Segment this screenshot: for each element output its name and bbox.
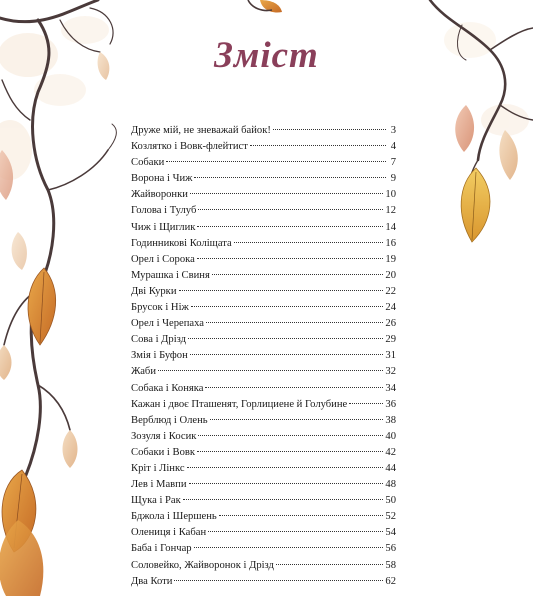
toc-entry[interactable] (131, 541, 396, 557)
toc-entry-page: 32 (385, 366, 396, 378)
toc-entry-title: Бджола і Шершень (131, 511, 217, 523)
toc-entry-page: 9 (390, 173, 396, 185)
toc-entry-title: Зозуля і Косик (131, 430, 197, 442)
toc-entry-title: Собаки (131, 157, 165, 169)
toc-entry[interactable] (131, 397, 396, 413)
toc-entry-title: Брусок і Ніж (131, 302, 189, 314)
toc-entry-page: 54 (385, 527, 396, 539)
toc-dot-leader (219, 515, 384, 516)
toc-dot-leader (191, 306, 384, 307)
toc-entry[interactable] (131, 316, 396, 332)
toc-dot-leader (206, 322, 383, 323)
toc-entry-title: Собака і Коняка (131, 382, 204, 394)
toc-dot-leader (190, 193, 384, 194)
toc-entry-title: Козлятко і Вовк-флейтист (131, 141, 248, 153)
page-title: Зміст (214, 35, 319, 76)
toc-entry-title: Верблюд і Олень (131, 414, 208, 426)
toc-entry-page: 20 (385, 269, 396, 281)
toc-entry[interactable] (131, 445, 396, 461)
toc-dot-leader (189, 483, 384, 484)
toc-entry-title: Кажан і двоє Пташенят, Горлициене й Голубине (131, 398, 348, 410)
toc-dot-leader (210, 419, 384, 420)
toc-entry-page: 48 (385, 479, 396, 491)
toc-dot-leader (190, 354, 384, 355)
toc-entry[interactable] (131, 123, 396, 139)
toc-entry-title: Сова і Дрізд (131, 334, 187, 346)
toc-dot-leader (194, 177, 386, 178)
toc-entry[interactable] (131, 268, 396, 284)
toc-entry-title: Мурашка і Свиня (131, 269, 210, 281)
toc-entry[interactable] (131, 155, 396, 171)
toc-dot-leader (188, 338, 383, 339)
toc-entry-page: 52 (385, 511, 396, 523)
toc-entry[interactable] (131, 493, 396, 509)
table-of-contents (131, 123, 396, 590)
toc-dot-leader (276, 564, 383, 565)
toc-dot-leader (166, 161, 386, 162)
toc-dot-leader (205, 387, 383, 388)
toc-entry-title: Голова і Тулуб (131, 205, 197, 217)
toc-dot-leader (349, 403, 383, 404)
toc-dot-leader (234, 242, 384, 243)
toc-entry-title: Кріт і Лінкс (131, 462, 185, 474)
toc-entry-title: Олениця і Кабан (131, 527, 207, 539)
toc-entry-title: Жайворонки (131, 189, 188, 201)
toc-entry[interactable] (131, 381, 396, 397)
toc-entry-title: Лев і Мавпи (131, 479, 187, 491)
toc-entry[interactable] (131, 332, 396, 348)
toc-entry-title: Змія і Буфон (131, 350, 188, 362)
toc-entry-title: Щука і Рак (131, 495, 181, 507)
toc-entry[interactable] (131, 477, 396, 493)
toc-entry[interactable] (131, 203, 396, 219)
toc-entry-title: Орел і Черепаха (131, 318, 204, 330)
toc-entry[interactable] (131, 413, 396, 429)
toc-dot-leader (194, 547, 384, 548)
toc-entry-page: 24 (385, 302, 396, 314)
toc-dot-leader (273, 129, 386, 130)
toc-entry-title: Жаби (131, 366, 156, 378)
toc-dot-leader (198, 435, 383, 436)
toc-entry-title: Друже мій, не зневажай байок! (131, 125, 271, 136)
toc-entry-title: Чиж і Щиглик (131, 221, 196, 233)
toc-entry[interactable] (131, 171, 396, 187)
toc-entry-page: 26 (385, 318, 396, 330)
toc-dot-leader (250, 145, 386, 146)
toc-dot-leader (183, 499, 384, 500)
toc-entry-page: 44 (385, 462, 396, 474)
toc-entry-title: Два Коти (131, 575, 173, 587)
toc-dot-leader (212, 274, 384, 275)
toc-entry-page: 10 (385, 189, 396, 201)
toc-dot-leader (158, 370, 383, 371)
toc-entry[interactable] (131, 574, 396, 590)
toc-entry-page: 14 (385, 221, 396, 233)
toc-entry[interactable] (131, 364, 396, 380)
toc-entry-page: 16 (385, 237, 396, 249)
toc-dot-leader (197, 258, 384, 259)
toc-entry-title: Собаки і Вовк (131, 446, 196, 458)
toc-entry-page: 7 (390, 157, 396, 169)
toc-entry[interactable] (131, 252, 396, 268)
toc-entry-page: 31 (385, 350, 396, 362)
toc-entry-page: 38 (385, 414, 396, 426)
toc-entry-title: Соловейко, Жайворонок і Дрізд (131, 559, 274, 571)
toc-entry-page: 12 (385, 205, 396, 217)
toc-entry[interactable] (131, 300, 396, 316)
toc-entry[interactable] (131, 220, 396, 236)
toc-dot-leader (174, 580, 383, 581)
toc-entry-title: Орел і Сорока (131, 253, 195, 265)
toc-dot-leader (197, 226, 383, 227)
toc-entry[interactable] (131, 187, 396, 203)
toc-entry-title: Баба і Гончар (131, 543, 192, 555)
toc-entry[interactable] (131, 525, 396, 541)
toc-entry-page: 40 (385, 430, 396, 442)
toc-dot-leader (187, 467, 384, 468)
toc-entry[interactable] (131, 558, 396, 574)
toc-dot-leader (179, 290, 384, 291)
toc-entry-page: 19 (385, 253, 396, 265)
toc-entry[interactable] (131, 139, 396, 155)
toc-dot-leader (208, 531, 383, 532)
toc-entry-page: 50 (385, 495, 396, 507)
toc-entry-page: 22 (385, 285, 396, 297)
toc-entry-page: 4 (390, 141, 396, 153)
toc-entry[interactable] (131, 348, 396, 364)
toc-entry-title: Годинникові Коліщата (131, 237, 232, 249)
toc-entry[interactable] (131, 284, 396, 300)
toc-entry-title: Дві Курки (131, 285, 177, 297)
toc-dot-leader (197, 451, 383, 452)
toc-entry-page: 29 (385, 334, 396, 346)
toc-entry-page: 3 (390, 125, 396, 136)
toc-entry[interactable] (131, 461, 396, 477)
toc-entry-page: 42 (385, 446, 396, 458)
toc-dot-leader (198, 209, 383, 210)
toc-entry[interactable] (131, 236, 396, 252)
toc-entry[interactable] (131, 509, 396, 525)
toc-entry-page: 36 (385, 398, 396, 410)
toc-entry-title: Ворона і Чиж (131, 173, 193, 185)
toc-entry-page: 58 (385, 559, 396, 571)
toc-entry-page: 62 (385, 575, 396, 587)
toc-entry-page: 56 (385, 543, 396, 555)
toc-entry-page: 34 (385, 382, 396, 394)
toc-entry[interactable] (131, 429, 396, 445)
